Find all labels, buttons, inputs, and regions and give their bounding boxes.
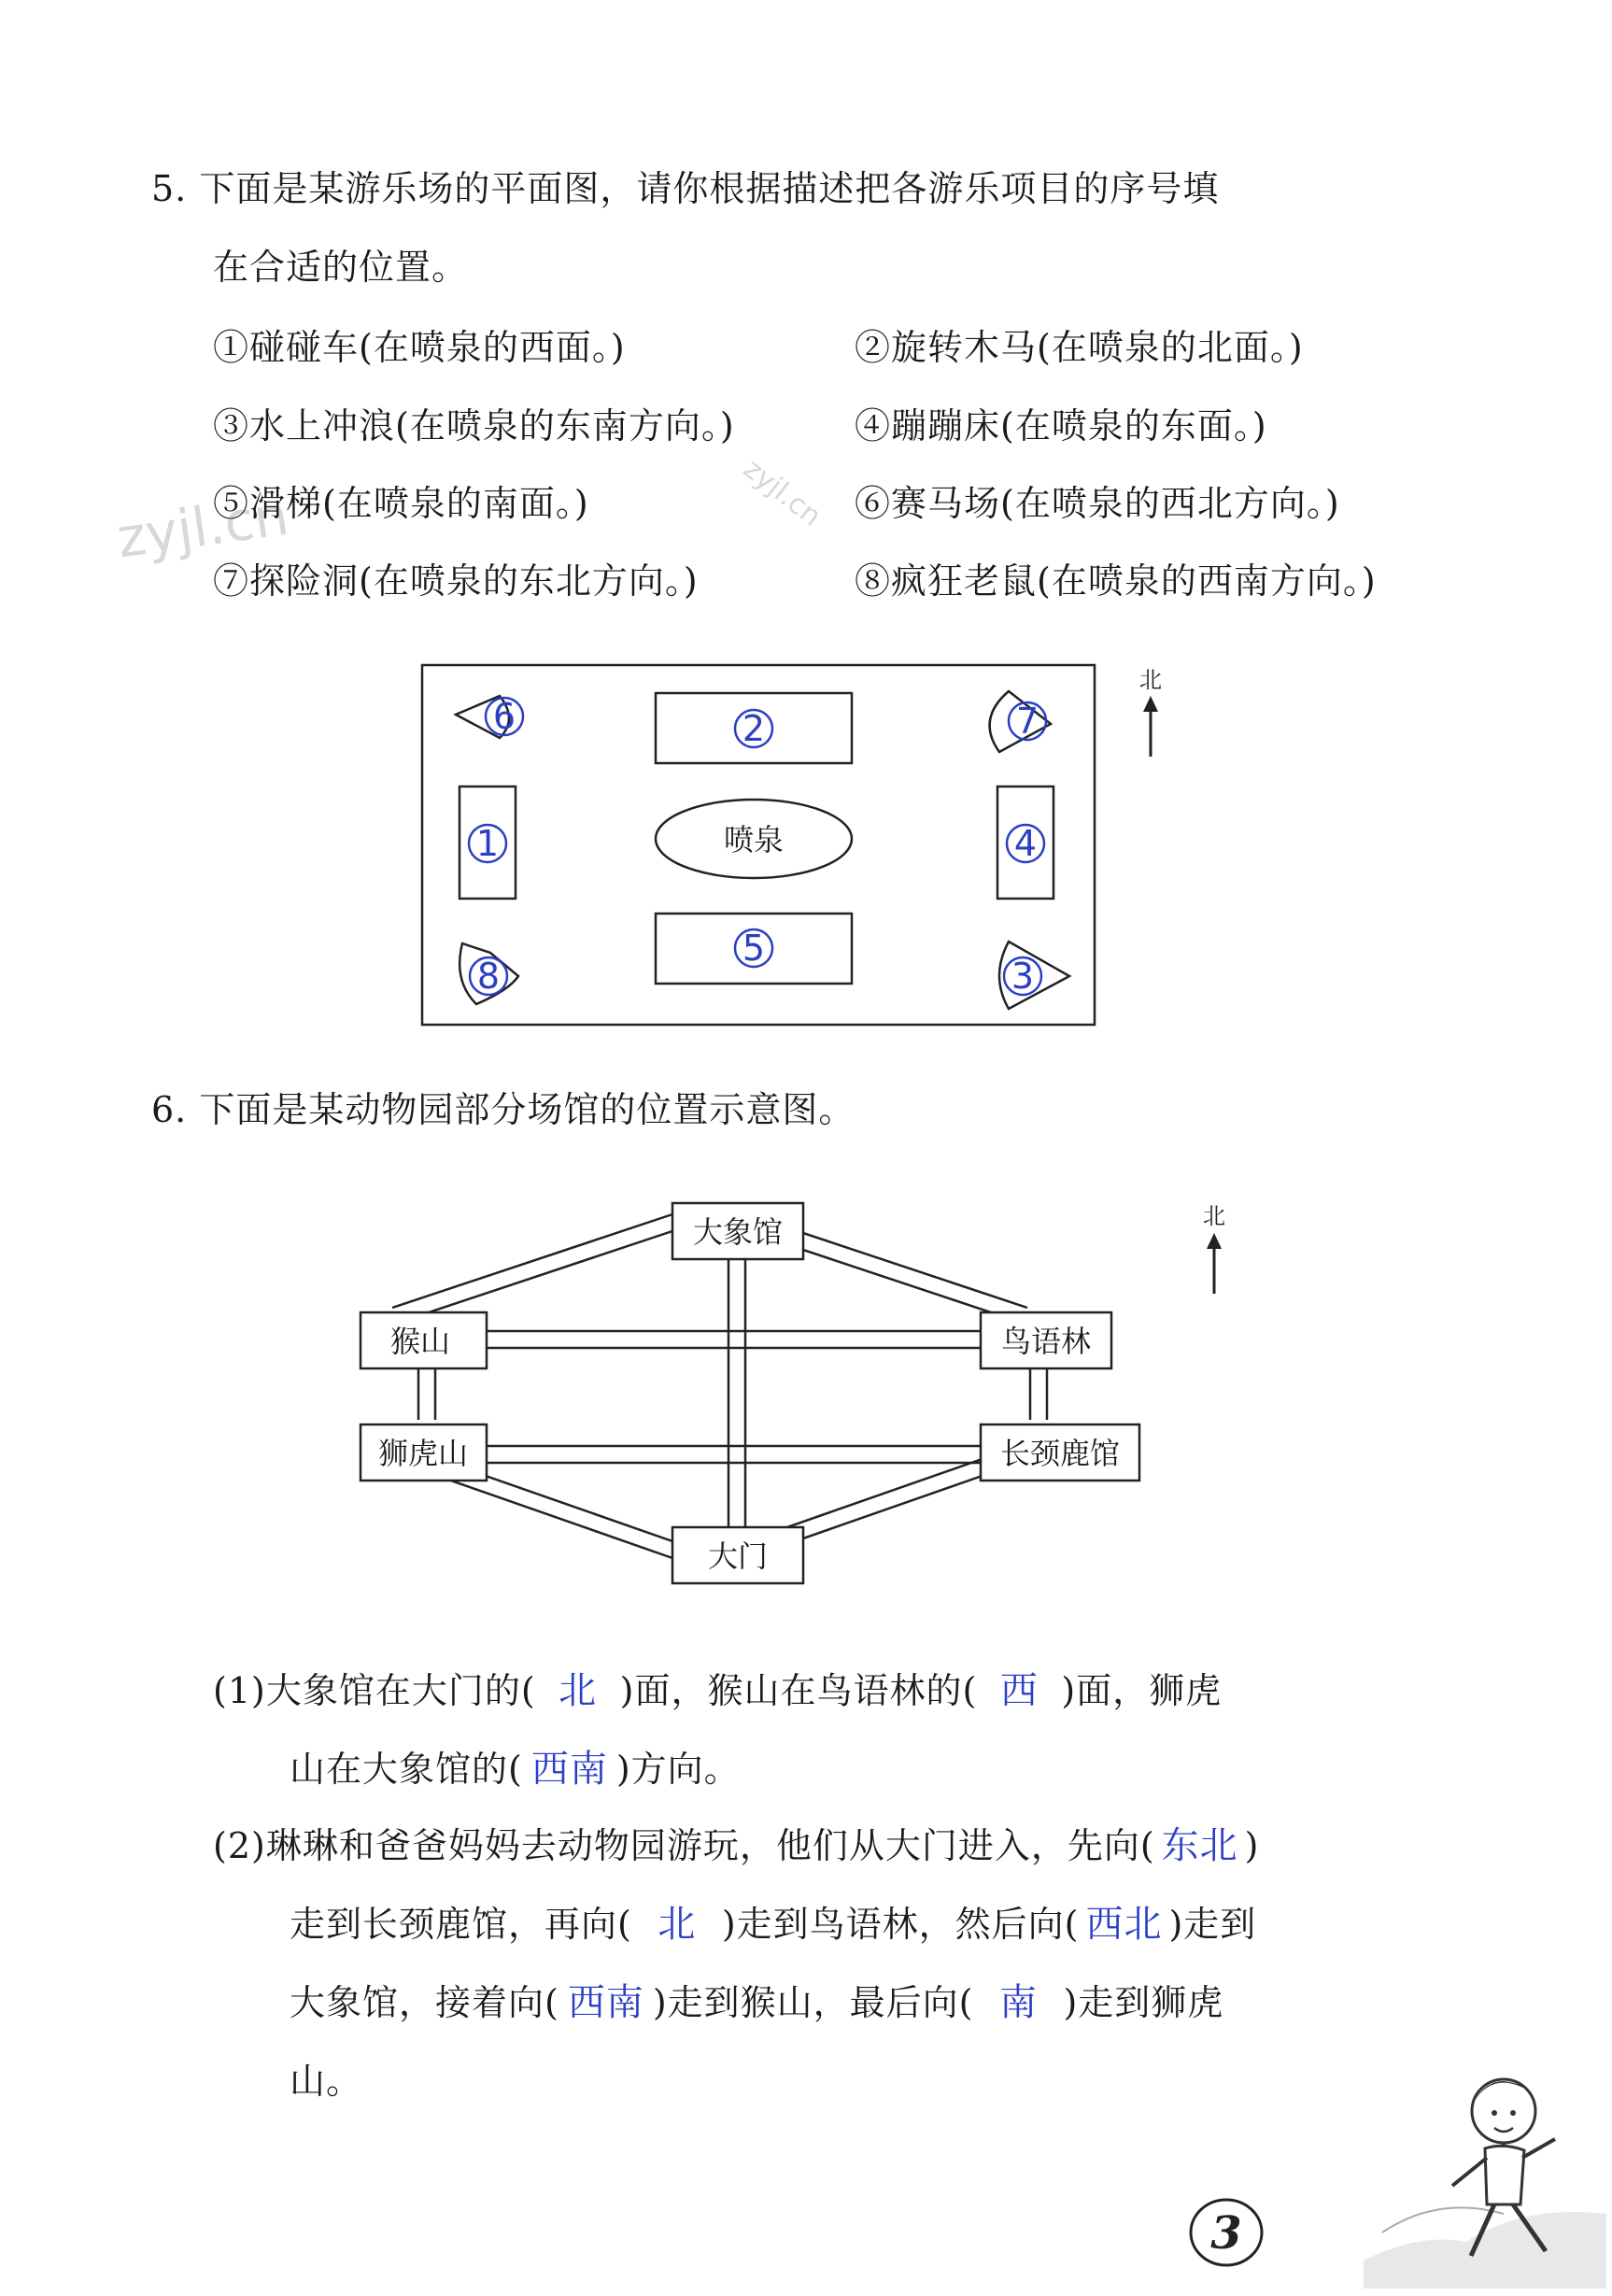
- q6-p1-text-b: )面，猴山在鸟语林的(: [619, 1670, 978, 1711]
- q6-p2-answer-5: 南: [998, 1981, 1038, 2024]
- road-nw-inner: [392, 1231, 672, 1325]
- q6-p1-text-e: )方向。: [615, 1749, 741, 1790]
- q6-p2-line-4: [290, 2059, 362, 2104]
- answer-nw: 6: [492, 696, 516, 737]
- q5-item-2: ②旋转木马(在喷泉的北面。): [855, 327, 1304, 368]
- q6-p1-answer-3: 西南: [530, 1748, 608, 1791]
- page-number: 3: [1210, 2207, 1242, 2260]
- q6-p2-answer-3: 西北: [1085, 1903, 1163, 1946]
- q5-item-3: ③水上冲浪(在喷泉的东南方向。): [213, 405, 735, 446]
- q6-p2-answer-4: 西南: [567, 1981, 644, 2024]
- zoo-map: [346, 1186, 1270, 1597]
- q6-p1-text-c: )面，狮虎: [1061, 1670, 1223, 1711]
- q5-title-line-1: 5. 下面是某游乐场的平面图，请你根据描述把各游乐项目的序号填: [151, 168, 1220, 209]
- answer-s: 5: [742, 928, 766, 969]
- q5-title-line-2: 在合适的位置。: [213, 247, 469, 288]
- q6-p2-answer-1: 东北: [1161, 1824, 1238, 1867]
- q5-item-6: ⑥赛马场(在喷泉的西北方向。): [855, 483, 1340, 524]
- q6-p2-text-d: )走到鸟语林，然后向(: [721, 1904, 1080, 1945]
- answer-sw: 8: [476, 956, 501, 997]
- q5-item-1: ①碰碰车(在喷泉的西面。): [213, 327, 626, 368]
- elephant-label: 大象馆: [692, 1214, 784, 1250]
- q6-p1-answer-2: 西: [999, 1669, 1039, 1712]
- q5-item-5: ⑤滑梯(在喷泉的南面。): [213, 483, 589, 524]
- zoo-north-label: 北: [1203, 1203, 1225, 1229]
- q6-p2-line-1: [213, 1823, 1259, 1868]
- q6-p2-answer-2: 北: [658, 1903, 697, 1946]
- q6-p2-text-e: )走到: [1168, 1904, 1257, 1945]
- q6-p2-text-g: )走到猴山，最后向(: [652, 1982, 974, 2023]
- q6-p2-text-i: 山。: [290, 2061, 363, 2102]
- gate-label: 大门: [707, 1538, 769, 1574]
- answer-e: 4: [1013, 823, 1038, 864]
- page-number-badge: [1184, 2190, 1268, 2275]
- q6-p1-answer-1: 北: [559, 1669, 598, 1712]
- answer-w: 1: [475, 823, 500, 864]
- q6-p2-text-f: 大象馆，接着向(: [290, 1982, 559, 2023]
- q6-p2-text-a: (2)琳琳和爸爸妈妈去动物园游玩，他们从大门进入，先向(: [213, 1825, 1155, 1866]
- answer-se: 3: [1011, 956, 1035, 997]
- north-arrow-head: [1143, 696, 1158, 712]
- fountain-label: 喷泉: [723, 822, 785, 857]
- answer-n: 2: [742, 708, 766, 749]
- q6-p2-line-3: [290, 1980, 1223, 2025]
- ride-shape-se: [999, 942, 1069, 1009]
- north-label: 北: [1139, 667, 1162, 693]
- monkey-label: 猴山: [389, 1324, 451, 1359]
- q6-p2-text-h: )走到狮虎: [1063, 1982, 1224, 2023]
- bird-label: 鸟语林: [1000, 1324, 1092, 1359]
- answer-ne: 7: [1015, 701, 1039, 742]
- watermark-center: zyjl.cn: [737, 452, 827, 533]
- q5-item-4: ④蹦蹦床(在喷泉的东面。): [855, 405, 1267, 446]
- q6-p2-text-b: ): [1244, 1825, 1260, 1866]
- q6-p1-text-d: 山在大象馆的(: [290, 1749, 523, 1790]
- q6-p2-line-2: [290, 1902, 1256, 1947]
- watermark-left: zyjl.cn: [113, 483, 292, 571]
- q6-p1-text-a: (1)大象馆在大门的(: [213, 1670, 536, 1711]
- q6-p1-line-2: [290, 1747, 741, 1792]
- amusement-park-map: [411, 654, 1251, 1037]
- q6-title: 6. 下面是某动物园部分场馆的位置示意图。: [151, 1089, 855, 1130]
- zoo-north-arrow-head: [1207, 1233, 1222, 1249]
- q5-item-8: ⑧疯狂老鼠(在喷泉的西南方向。): [855, 560, 1377, 602]
- lion-label: 狮虎山: [377, 1436, 469, 1471]
- q6-p1-line-1: [213, 1668, 1222, 1713]
- q6-p2-text-c: 走到长颈鹿馆，再向(: [290, 1904, 632, 1945]
- running-boy-illustration: [1364, 2046, 1606, 2289]
- road-nw-outer: [392, 1214, 672, 1308]
- giraffe-label: 长颈鹿馆: [999, 1436, 1121, 1471]
- q5-item-7: ⑦探险洞(在喷泉的东北方向。): [213, 560, 699, 602]
